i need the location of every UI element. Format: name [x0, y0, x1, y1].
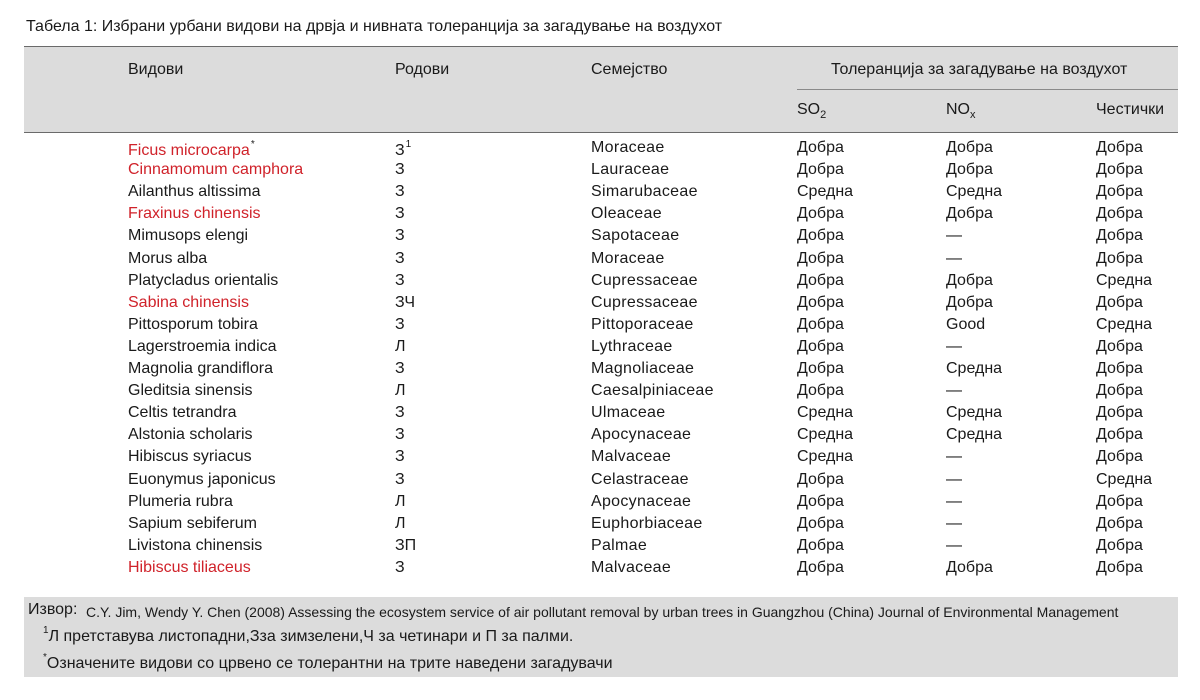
header-so2: $SO_2$	[797, 101, 827, 122]
nox-cell: —	[946, 227, 962, 245]
header-family: Семејство	[591, 61, 668, 78]
family-cell: Moraceae	[591, 249, 665, 267]
particles-cell: Добра	[1096, 558, 1143, 576]
table-row	[24, 537, 1178, 559]
so2-cell: Добра	[797, 514, 844, 532]
so2-cell: Добра	[797, 470, 844, 488]
species-cell: Fraxinus chinensis	[128, 205, 261, 223]
header-genus: Родови	[395, 61, 450, 78]
table-row	[24, 382, 1178, 404]
nox-cell: —	[946, 448, 962, 466]
nox-cell: Добра	[946, 161, 993, 179]
particles-cell: Добра	[1096, 514, 1143, 532]
particles-cell: Средна	[1096, 271, 1153, 289]
species-cell: Celtis tetrandra	[128, 404, 237, 422]
species-cell: Ficus microcarpa*	[128, 139, 255, 159]
nox-cell: —	[946, 337, 962, 355]
family-cell: Apocynaceae	[591, 492, 692, 510]
nox-cell: Средна	[946, 404, 1003, 422]
so2-cell: Добра	[797, 161, 844, 179]
particles-cell: Добра	[1096, 293, 1143, 311]
genus-cell: З	[395, 249, 405, 267]
species-cell: Pittosporum tobira	[128, 315, 258, 333]
particles-cell: Добра	[1096, 382, 1143, 400]
table-row	[24, 227, 1178, 249]
species-cell: Plumeria rubra	[128, 492, 233, 510]
so2-cell: Добра	[797, 382, 844, 400]
so2-cell: Добра	[797, 558, 844, 576]
so2-cell: Добра	[797, 360, 844, 377]
family-cell: Lauraceae	[591, 161, 670, 179]
species-cell: Morus alba	[128, 249, 208, 267]
particles-cell: Добра	[1096, 139, 1143, 156]
table-row	[24, 338, 1178, 360]
footnote-highlight: *Означените видови со црвено се толерантни на трите наведени загадувачи	[43, 652, 613, 672]
so2-cell: Средна	[797, 183, 854, 201]
so2-cell: Средна	[797, 404, 854, 422]
table-row	[24, 272, 1178, 294]
table-row	[24, 515, 1178, 537]
table-row	[24, 183, 1178, 205]
family-cell: Palmae	[591, 536, 648, 554]
family-cell: Malvaceae	[591, 558, 672, 576]
table-row	[24, 404, 1178, 426]
nox-cell: Добра	[946, 139, 993, 156]
family-cell: Pittoporaceae	[591, 315, 694, 333]
source-citation: C.Y. Jim, Wendy Y. Chen (2008) Assessing the ecosystem service of air pollutant removal by urban trees in Guangzhou (China) Journal of Environmental Management	[86, 604, 1119, 620]
particles-cell: Добра	[1096, 492, 1143, 510]
family-cell: Ulmaceae	[591, 404, 666, 422]
genus-cell: Л	[395, 514, 406, 532]
genus-cell: ЗП	[395, 536, 417, 554]
genus-cell: З	[395, 227, 405, 245]
family-cell: Cupressaceae	[591, 271, 698, 289]
genus-cell: Л	[395, 382, 406, 400]
species-cell: Ailanthus altissima	[128, 183, 261, 201]
so2-cell: Добра	[797, 337, 844, 355]
species-cell: Hibiscus tiliaceus	[128, 558, 251, 576]
particles-cell: Добра	[1096, 404, 1143, 422]
species-cell: Lagerstroemia indica	[128, 337, 277, 355]
species-cell: Alstonia scholaris	[128, 426, 253, 444]
header-particles: Честички	[1096, 101, 1165, 118]
table-row	[24, 448, 1178, 470]
so2-cell: Добра	[797, 271, 844, 289]
particles-cell: Добра	[1096, 161, 1143, 179]
nox-cell: Средна	[946, 360, 1003, 377]
nox-cell: Добра	[946, 271, 993, 289]
species-cell: Sabina chinensis	[128, 293, 249, 311]
table-row	[24, 250, 1178, 272]
species-cell: Sapium sebiferum	[128, 514, 257, 532]
table-body	[24, 133, 1178, 594]
family-cell: Moraceae	[591, 139, 665, 156]
table-row	[24, 493, 1178, 515]
so2-cell: Добра	[797, 492, 844, 510]
genus-cell: З	[395, 470, 405, 488]
species-cell: Livistona chinensis	[128, 536, 263, 554]
so2-cell: Добра	[797, 139, 844, 156]
genus-cell: З	[395, 205, 405, 223]
particles-cell: Добра	[1096, 183, 1143, 201]
source-label: Извор:	[28, 601, 78, 618]
nox-cell: Добра	[946, 558, 993, 576]
table-header	[24, 46, 1178, 133]
so2-cell: Добра	[797, 249, 844, 267]
nox-cell: Добра	[946, 293, 993, 311]
species-cell: Hibiscus syriacus	[128, 448, 252, 466]
particles-cell: Добра	[1096, 360, 1143, 377]
particles-cell: Добра	[1096, 249, 1143, 267]
family-cell: Apocynaceae	[591, 426, 692, 444]
species-cell: Mimusops elengi	[128, 227, 249, 245]
genus-cell: З	[395, 183, 405, 201]
family-cell: Malvaceae	[591, 448, 672, 466]
table-footer	[24, 597, 1178, 677]
species-table	[24, 46, 1178, 594]
genus-cell: З	[395, 448, 405, 466]
table-row	[24, 294, 1178, 316]
genus-cell: З	[395, 315, 405, 333]
genus-cell: З	[395, 271, 405, 289]
family-cell: Euphorbiaceae	[591, 514, 703, 532]
table-row	[24, 426, 1178, 448]
particles-cell: Добра	[1096, 536, 1143, 554]
genus-cell: З	[395, 360, 405, 377]
nox-cell: Good	[946, 315, 986, 333]
species-cell: Gleditsia sinensis	[128, 382, 253, 400]
table-row	[24, 559, 1178, 581]
family-cell: Caesalpiniaceae	[591, 382, 714, 400]
nox-cell: —	[946, 470, 962, 488]
genus-cell: Л	[395, 337, 406, 355]
nox-cell: Средна	[946, 426, 1003, 444]
table-row	[24, 471, 1178, 493]
species-cell: Magnolia grandiflora	[128, 360, 273, 377]
particles-cell: Добра	[1096, 205, 1143, 223]
particles-cell: Средна	[1096, 470, 1153, 488]
header-species: Видови	[128, 61, 184, 78]
nox-cell: —	[946, 249, 962, 267]
so2-cell: Добра	[797, 536, 844, 554]
species-cell: Platycladus orientalis	[128, 271, 279, 289]
so2-cell: Добра	[797, 315, 844, 333]
genus-cell: ЗЧ	[395, 293, 415, 311]
genus-cell: З	[395, 558, 405, 576]
nox-cell: —	[946, 536, 962, 554]
so2-cell: Добра	[797, 227, 844, 245]
table-row	[24, 316, 1178, 338]
family-cell: Sapotaceae	[591, 227, 680, 245]
genus-cell: З	[395, 404, 405, 422]
genus-cell: $З^1$	[395, 139, 412, 159]
table-row	[24, 139, 1178, 161]
family-cell: Lythraceae	[591, 337, 673, 355]
header-nox: $NO_x$	[946, 101, 976, 122]
footnote-legend: $^1$Л претставува листопадни,Зза зимзелени,Ч за четинари и П за палми.	[43, 625, 574, 645]
family-cell: Celastraceae	[591, 470, 689, 488]
particles-cell: Добра	[1096, 426, 1143, 444]
so2-cell: Добра	[797, 205, 844, 223]
nox-cell: Добра	[946, 205, 993, 223]
table-row	[24, 205, 1178, 227]
particles-cell: Добра	[1096, 337, 1143, 355]
table-row	[24, 360, 1178, 382]
table-row	[24, 161, 1178, 183]
table-caption: Табела 1: Избрани урбани видови на дрвја и нивната толеранција за загадување на воздухот	[26, 18, 723, 35]
family-cell: Oleaceae	[591, 205, 662, 223]
genus-cell: З	[395, 426, 405, 444]
particles-cell: Добра	[1096, 448, 1143, 466]
nox-cell: —	[946, 492, 962, 510]
species-cell: Cinnamomum camphora	[128, 161, 304, 179]
header-divider	[797, 89, 1178, 90]
nox-cell: —	[946, 382, 962, 400]
so2-cell: Средна	[797, 448, 854, 466]
family-cell: Magnoliaceae	[591, 360, 695, 377]
nox-cell: Средна	[946, 183, 1003, 201]
genus-cell: З	[395, 161, 405, 179]
so2-cell: Добра	[797, 293, 844, 311]
family-cell: Simarubaceae	[591, 183, 698, 201]
particles-cell: Добра	[1096, 227, 1143, 245]
family-cell: Cupressaceae	[591, 293, 698, 311]
header-tolerance: Толеранција за загадување на воздухот	[831, 61, 1128, 78]
genus-cell: Л	[395, 492, 406, 510]
nox-cell: —	[946, 514, 962, 532]
particles-cell: Средна	[1096, 315, 1153, 333]
so2-cell: Средна	[797, 426, 854, 444]
species-cell: Euonymus japonicus	[128, 470, 276, 488]
